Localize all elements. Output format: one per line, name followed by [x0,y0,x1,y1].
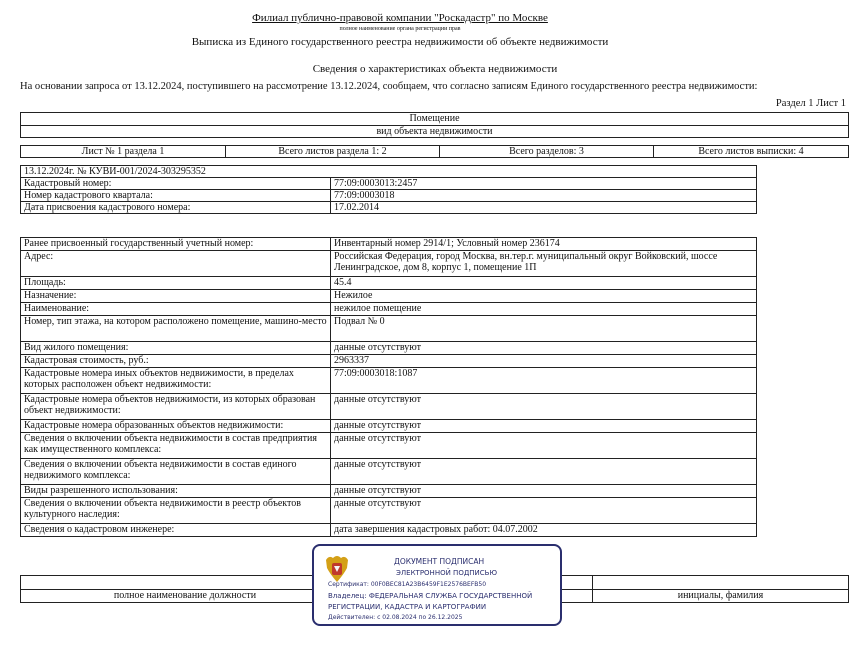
registrar-caption: полное наименование органа регистрации прав [339,26,461,32]
detail-value: данные отсутствуют [331,433,757,459]
detail-label: Сведения о включении объекта недвижимости в состав предприятия как имущественного комплекса: [21,433,331,459]
detail-value: данные отсутствуют [331,498,757,524]
electronic-signature-stamp [312,544,562,626]
detail-value: Подвал № 0 [331,316,757,342]
detail-value: 45.4 [331,277,757,290]
assignment-date-label: Дата присвоения кадастрового номера: [21,202,331,214]
stamp-owner-line-1: Владелец: ФЕДЕРАЛЬНАЯ СЛУЖБА ГОСУДАРСТВЕННОЙ [328,592,533,600]
total-sheets-extract: Всего листов выписки: 4 [654,146,849,158]
cadastral-quarter-label: Номер кадастрового квартала: [21,190,331,202]
extract-date-number: 13.12.2024г. № КУВИ-001/2024-303295352 [21,166,757,178]
object-kind: Помещение [409,113,460,124]
detail-label: Сведения о включении объекта недвижимости в реестр объектов культурного наследия: [21,498,331,524]
stamp-signed-line: ДОКУМЕНТ ПОДПИСАН [394,557,485,566]
detail-label: Площадь: [21,277,331,290]
identification-table [20,165,757,214]
total-sections: Всего разделов: 3 [440,146,654,158]
stamp-certificate: Сертификат: 00F0BEC81A23B6459F1E2576BEFB50 [328,581,487,588]
detail-label: Номер, тип этажа, на котором расположено помещение, машино-место [21,316,331,342]
detail-label: Адрес: [21,251,331,277]
detail-label: Наименование: [21,303,331,316]
position-caption: полное наименование должности [21,590,350,603]
total-sheets-section: Всего листов раздела 1: 2 [226,146,440,158]
stamp-electronic-line: ЭЛЕКТРОННОЙ ПОДПИСЬЮ [396,569,498,577]
detail-label: Кадастровые номера образованных объектов недвижимости: [21,420,331,433]
detail-value: данные отсутствуют [331,459,757,485]
detail-label: Виды разрешенного использования: [21,485,331,498]
detail-label: Ранее присвоенный государственный учетный номер: [21,238,331,251]
detail-label: Кадастровые номера иных объектов недвижимости, в пределах которых расположен объект недвижимости: [21,368,331,394]
detail-label: Сведения о включении объекта недвижимости в состав единого недвижимого комплекса: [21,459,331,485]
detail-value: нежилое помещение [331,303,757,316]
detail-value: данные отсутствуют [331,342,757,355]
cadastral-number-label: Кадастровый номер: [21,178,331,190]
detail-value: Нежилое [331,290,757,303]
detail-value: 2963337 [331,355,757,368]
name-field [593,576,849,590]
detail-label: Вид жилого помещения: [21,342,331,355]
name-caption: инициалы, фамилия [593,590,849,603]
section-sheet-label: Раздел 1 Лист 1 [775,98,846,109]
detail-value: 77:09:0003018:1087 [331,368,757,394]
object-kind-caption: вид объекта недвижимости [21,125,848,138]
detail-value: данные отсутствуют [331,420,757,433]
document-subtitle: Сведения о характеристиках объекта недвижимости [312,63,558,75]
detail-value: Российская Федерация, город Москва, вн.тер.г. муниципальный округ Войковский, шоссе Ленинградское, дом 8, корпус 1, помещение 1П [331,251,757,277]
detail-value: данные отсутствуют [331,485,757,498]
cadastral-number-value: 77:09:0003013:2457 [331,178,757,190]
position-field [21,576,350,590]
cadastral-quarter-value: 77:09:0003018 [331,190,757,202]
detail-label: Кадастровые номера объектов недвижимости, из которых образован объект недвижимости: [21,394,331,420]
detail-value: Инвентарный номер 2914/1; Условный номер 236174 [331,238,757,251]
detail-value: дата завершения кадастровых работ: 04.07.2002 [331,524,757,537]
sheet-info-table [20,145,849,158]
assignment-date-value: 17.02.2014 [331,202,757,214]
detail-label: Кадастровая стоимость, руб.: [21,355,331,368]
document-title: Выписка из Единого государственного реестра недвижимости об объекте недвижимости [191,36,609,48]
details-table [20,237,757,537]
request-basis-text: На основании запроса от 13.12.2024, поступившего на рассмотрение 13.12.2024, сообщаем, что согласно записям Единого государственного реестра недвижимости: [20,81,758,92]
sheet-number: Лист № 1 раздела 1 [21,146,226,158]
registrar-name: Филиал публично-правовой компании "Роскадастр" по Москве [252,12,548,24]
detail-label: Назначение: [21,290,331,303]
stamp-owner-line-2: РЕГИСТРАЦИИ, КАДАСТРА И КАРТОГРАФИИ [328,603,487,611]
detail-label: Сведения о кадастровом инженере: [21,524,331,537]
detail-value: данные отсутствуют [331,394,757,420]
object-kind-box [20,112,849,138]
stamp-validity: Действителен: с 02.08.2024 по 26.12.2025 [328,614,463,621]
